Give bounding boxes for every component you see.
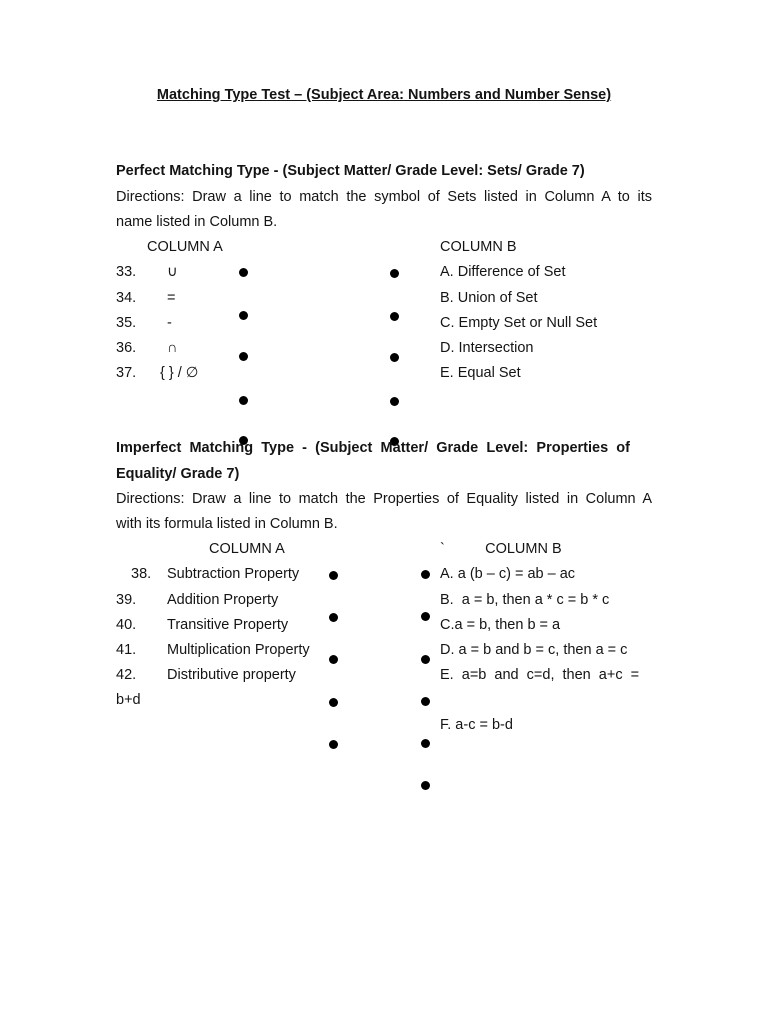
part1-item-symbol: ∪: [167, 264, 178, 280]
part2-directions-line1: Directions: Draw a line to match the Properties of Equality listed in Column A: [116, 491, 652, 507]
part2-item-num: 39.: [116, 592, 137, 608]
page-title: Matching Type Test – (Subject Area: Numbers and Number Sense): [156, 87, 612, 103]
part2-directions-line2: with its formula listed in Column B.: [116, 516, 338, 532]
part2-answer: F. a-c = b-d: [440, 717, 513, 733]
part2-answer: D. a = b and b = c, then a = c: [440, 642, 628, 658]
part2-column-a-header: COLUMN A: [209, 541, 285, 557]
part1-answer: A. Difference of Set: [440, 264, 566, 280]
part2-answer: C.a = b, then b = a: [440, 617, 561, 633]
part1-item-num: 35.: [116, 315, 137, 331]
part1-answer: B. Union of Set: [440, 290, 538, 306]
part2-item-num: 41.: [116, 642, 137, 658]
match-dot[interactable]: [421, 570, 430, 579]
part2-item-property: Multiplication Property: [167, 642, 310, 658]
part2-wrapped-answer-text: b+d: [116, 692, 141, 708]
part1-item-num: 33.: [116, 264, 137, 280]
part2-answer: B. a = b, then a * c = b * c: [440, 592, 610, 608]
match-dot[interactable]: [421, 655, 430, 664]
part2-item-property: Transitive Property: [167, 617, 289, 633]
match-dot[interactable]: [390, 269, 399, 278]
part1-heading: Perfect Matching Type - (Subject Matter/ Grade Level: Sets/ Grade 7): [116, 163, 585, 179]
part1-item-symbol: =: [167, 290, 176, 306]
part1-answer: D. Intersection: [440, 340, 534, 356]
part2-item-num: 38.: [131, 566, 152, 582]
match-dot[interactable]: [421, 739, 430, 748]
match-dot[interactable]: [239, 352, 248, 361]
part1-column-a-header: COLUMN A: [147, 239, 223, 255]
match-dot[interactable]: [390, 312, 399, 321]
match-dot[interactable]: [329, 698, 338, 707]
part1-item-num: 34.: [116, 290, 137, 306]
part2-item-property: Addition Property: [167, 592, 279, 608]
match-dot[interactable]: [421, 612, 430, 621]
part2-column-b-header: ` COLUMN B: [440, 541, 562, 557]
match-dot[interactable]: [329, 740, 338, 749]
match-dot[interactable]: [329, 655, 338, 664]
match-dot[interactable]: [329, 613, 338, 622]
part1-item-symbol: -: [167, 315, 172, 331]
part1-directions-line1: Directions: Draw a line to match the symbol of Sets listed in Column A to its: [116, 189, 652, 205]
part1-item-symbol: { } / ∅: [160, 365, 199, 381]
part2-answer: A. a (b – c) = ab – ac: [440, 566, 576, 582]
match-dot[interactable]: [239, 268, 248, 277]
part2-item-property: Subtraction Property: [167, 566, 300, 582]
part2-heading-line1: Imperfect Matching Type - (Subject Matter/ Grade Level: Properties of: [116, 440, 630, 456]
match-dot[interactable]: [239, 396, 248, 405]
part1-answer: E. Equal Set: [440, 365, 521, 381]
match-dot[interactable]: [329, 571, 338, 580]
match-dot[interactable]: [421, 697, 430, 706]
part1-item-num: 36.: [116, 340, 137, 356]
part1-answer: C. Empty Set or Null Set: [440, 315, 598, 331]
part2-heading-line2: Equality/ Grade 7): [116, 466, 240, 482]
match-dot[interactable]: [239, 311, 248, 320]
part2-item-num: 42.: [116, 667, 137, 683]
part2-item-property: Distributive property: [167, 667, 296, 683]
part1-item-symbol: ∩: [167, 340, 178, 356]
match-dot[interactable]: [390, 397, 399, 406]
match-dot[interactable]: [421, 781, 430, 790]
match-dot[interactable]: [390, 353, 399, 362]
part1-item-num: 37.: [116, 365, 137, 381]
part1-directions-line2: name listed in Column B.: [116, 214, 278, 230]
part2-item-num: 40.: [116, 617, 137, 633]
part1-column-b-header: COLUMN B: [440, 239, 517, 255]
part2-answer: E. a=b and c=d, then a+c =: [440, 667, 640, 683]
